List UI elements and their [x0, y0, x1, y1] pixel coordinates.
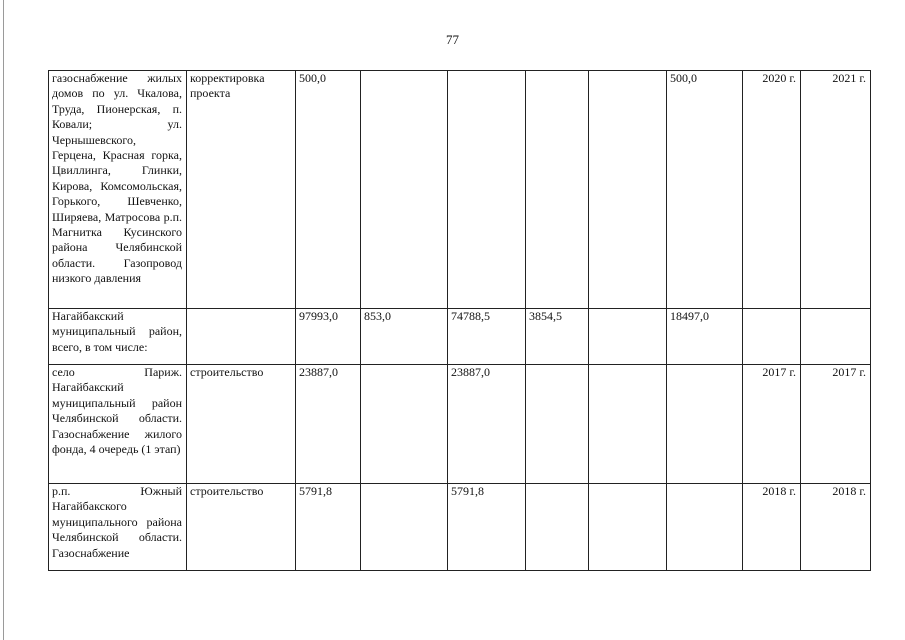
- end-year-cell: 2018 г.: [801, 484, 871, 571]
- object-name-cell: Нагайбакский муниципальный район, всего, в том числе:: [49, 309, 187, 365]
- amount-cell-col6: 3854,5: [526, 309, 589, 365]
- work-type-cell: строительство: [187, 484, 296, 571]
- start-year-cell: 2020 г.: [743, 71, 801, 309]
- amount-cell-col7: [667, 484, 743, 571]
- amount-cell-col5: 23887,0: [448, 365, 526, 484]
- start-year-cell: 2017 г.: [743, 365, 801, 484]
- amount-cell-col7: 18497,0: [667, 309, 743, 365]
- start-year-cell: [743, 309, 801, 365]
- empty-cell: [589, 309, 667, 365]
- amount-cell-col4: [361, 365, 448, 484]
- amount-cell-col6: [526, 484, 589, 571]
- end-year-cell: 2017 г.: [801, 365, 871, 484]
- amount-cell-col7: [667, 365, 743, 484]
- work-type-cell: корректировка проекта: [187, 71, 296, 309]
- amount-cell-col7: 500,0: [667, 71, 743, 309]
- start-year-cell: 2018 г.: [743, 484, 801, 571]
- object-name-cell: газоснабжение жилых домов по ул. Чкалова, Труда, Пионерская, п. Ковали; ул. Чернышевского, Герцена, Красная горка, Цвиллинга, Глинки, Кирова, Комсомольская, Горького, Шевченко, Ширяева, Матросова р.п. Магнитка Кусинского района Челябинской области. Газопровод низкого давления: [49, 71, 187, 309]
- amount-cell-col6: [526, 365, 589, 484]
- page-left-edge-line: [3, 0, 4, 640]
- table-row: [49, 484, 871, 571]
- gas-supply-table: [48, 70, 871, 571]
- page-number: 77: [446, 32, 459, 47]
- object-name-cell: село Париж. Нагайбакский муниципальный район Челябинской области. Газоснабжение жилого фонда, 4 очередь (1 этап): [49, 365, 187, 484]
- amount-cell-col4: [361, 71, 448, 309]
- total-amount-cell: 97993,0: [296, 309, 361, 365]
- work-type-cell: [187, 309, 296, 365]
- table-row: [49, 309, 871, 365]
- empty-cell: [589, 365, 667, 484]
- end-year-cell: 2021 г.: [801, 71, 871, 309]
- end-year-cell: [801, 309, 871, 365]
- table-row: [49, 365, 871, 484]
- empty-cell: [589, 484, 667, 571]
- table-row: [49, 71, 871, 309]
- amount-cell-col5: 5791,8: [448, 484, 526, 571]
- amount-cell-col5: [448, 71, 526, 309]
- object-name-cell: р.п. Южный Нагайбакского муниципального района Челябинской области. Газоснабжение: [49, 484, 187, 571]
- amount-cell-col4: 853,0: [361, 309, 448, 365]
- empty-cell: [589, 71, 667, 309]
- total-amount-cell: 23887,0: [296, 365, 361, 484]
- work-type-cell: строительство: [187, 365, 296, 484]
- amount-cell-col6: [526, 71, 589, 309]
- amount-cell-col5: 74788,5: [448, 309, 526, 365]
- total-amount-cell: 5791,8: [296, 484, 361, 571]
- amount-cell-col4: [361, 484, 448, 571]
- total-amount-cell: 500,0: [296, 71, 361, 309]
